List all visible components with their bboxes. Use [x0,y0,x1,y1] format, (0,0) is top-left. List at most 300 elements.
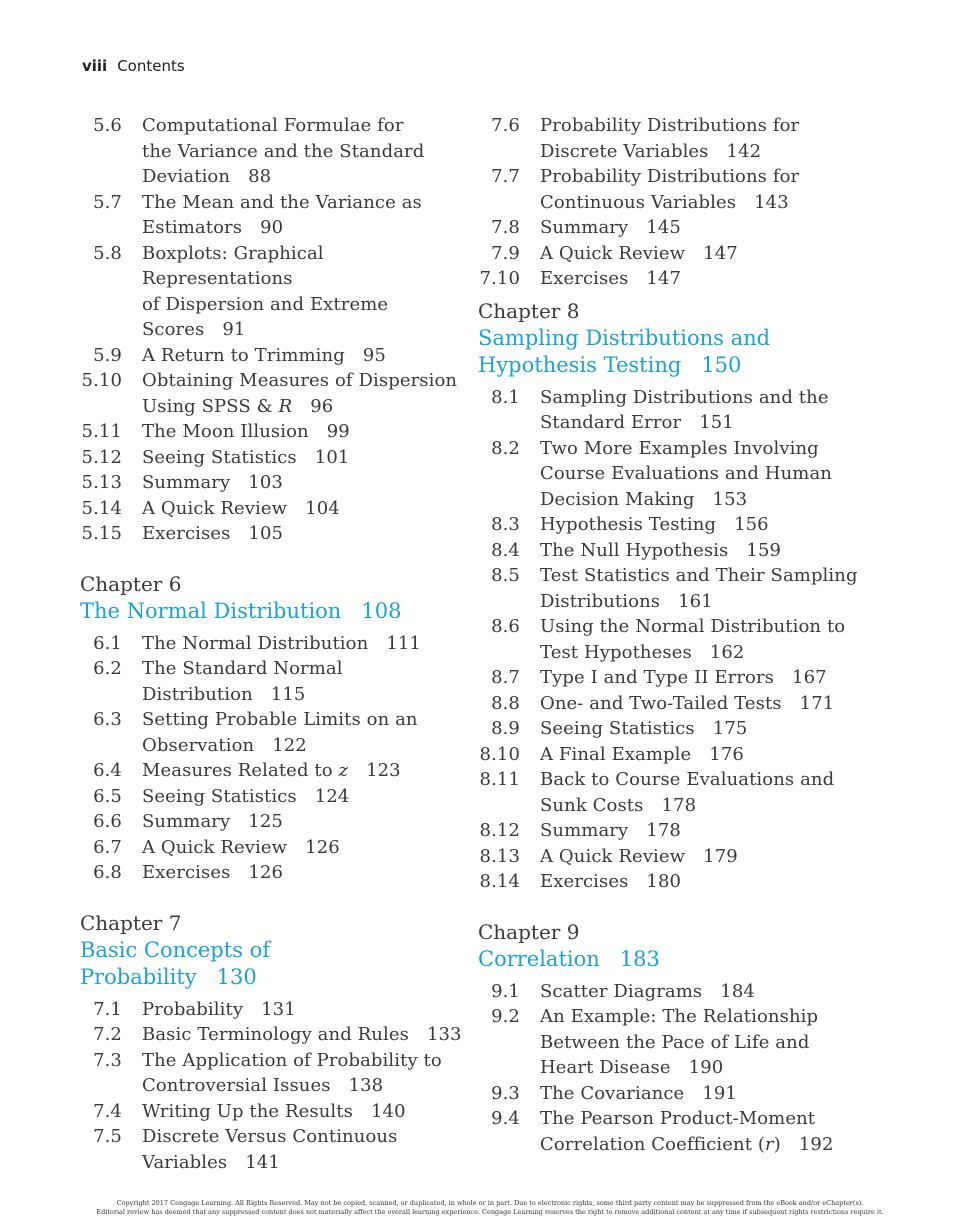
section-title-text: Boxplots: Graphical Representations [142,242,324,289]
section-title-line [142,1124,470,1150]
toc-entry [478,241,878,267]
section-number: 7.10 [479,268,520,289]
section-title-line [142,419,470,445]
section-number: 6.8 [93,862,122,883]
section-title [142,241,470,343]
section-page-number: 103 [248,472,283,493]
toc-entry [478,385,878,436]
chapter-page-number: 108 [361,598,402,623]
section-title-text: Decision Making [540,488,695,510]
section-title-text: The Pearson Product-Moment [540,1108,816,1129]
section-title [540,385,878,436]
section-title-line [142,733,470,759]
section-number: 5.8 [93,242,122,264]
toc-entry [80,1022,470,1048]
section-title-line [142,496,470,522]
section-title-line [540,139,878,165]
section-title-line [142,1150,470,1176]
toc-entry [80,860,470,886]
section-page-number: 161 [678,590,713,612]
section-page-number: 167 [792,667,827,688]
section-number: 6.7 [93,836,122,858]
section-title-line [142,394,470,420]
toc-entry [80,113,470,190]
section-number: 5.6 [93,115,122,136]
section-page-number: 124 [314,785,350,807]
toc-entry [478,1106,878,1157]
chapter-heading [80,910,470,991]
section-number: 6.5 [93,785,122,807]
toc-entry [80,1099,470,1125]
section-title-line [540,164,878,190]
section-number: 8.3 [491,514,520,535]
section-title-text: The Mean and the Variance as [142,191,422,213]
section-title-text: Seeing Statistics [142,446,297,468]
section-title-text: Distributions [540,590,661,612]
section-title [540,436,878,513]
section-number: 7.2 [93,1024,122,1045]
section-title [142,445,470,471]
section-title [142,656,470,707]
section-title [142,1048,470,1099]
section-title [540,869,878,895]
section-title [540,266,878,292]
toc-right-column [478,113,878,1157]
section-title-text: the Variance and the Standard [142,140,425,162]
section-page-number: 101 [314,446,350,468]
toc-entry [80,521,470,547]
section-title-text: A Quick Review [540,242,686,264]
section-page-number: 147 [703,242,738,264]
section-title [142,190,470,241]
section-title-line [142,164,470,190]
toc-entry [478,1004,878,1081]
section-title-text: Test Hypotheses [540,641,692,663]
section-title-line [142,139,470,165]
chapter-title [80,964,470,991]
section-page-number: 175 [712,718,748,739]
section-title [142,521,470,547]
chapter-page-number: 130 [216,964,257,989]
toc-entry [80,758,470,784]
section-title [142,343,470,369]
section-title-line [540,691,878,717]
section-page-number: 111 [386,632,421,654]
section-page-number: 171 [799,692,835,714]
section-title-text: The Covariance [540,1082,685,1104]
section-title [540,742,878,768]
section-title-text: Controversial Issues [142,1075,331,1096]
section-number: 5.14 [81,497,122,519]
section-page-number: 151 [699,412,734,433]
section-title-line [540,767,878,793]
toc-entry [80,1048,470,1099]
chapter-title-text: Probability [80,964,197,989]
section-title-text: Deviation [142,166,231,187]
section-title [540,979,878,1005]
toc-entry [80,445,470,471]
section-number: 6.3 [93,709,122,730]
section-title [540,538,878,564]
section-title-line [540,1030,878,1056]
chapter-title-text: Basic Concepts of [80,937,271,962]
section-number: 5.11 [81,421,122,442]
section-title-text: Discrete Variables [540,140,709,162]
toc-entry [80,631,470,657]
section-title-text: A Quick Review [540,845,686,867]
section-number: 8.7 [491,667,520,688]
section-page-number: 140 [370,1100,406,1122]
chapter-title-text: Sampling Distributions and [478,325,771,350]
section-title [142,860,470,886]
section-title-line [142,292,470,318]
toc-left-column [80,113,470,1175]
section-title-text: Writing Up the Results [142,1100,353,1122]
section-title-line [540,410,878,436]
section-title-line [540,436,878,462]
section-title [142,707,470,758]
section-number: 8.2 [491,437,520,459]
section-title-line [142,215,470,241]
section-number: 5.9 [93,344,122,366]
section-title [540,844,878,870]
chapter-title [80,937,470,964]
section-page-number: 190 [688,1057,724,1078]
section-title-text: Continuous Variables [540,191,737,213]
toc-entry [80,1124,470,1175]
section-title-text: Course Evaluations and Human [540,463,832,484]
toc-entry [80,809,470,835]
section-title-line [540,241,878,267]
section-number: 7.1 [93,998,122,1020]
chapter-title-text: Correlation [478,946,600,971]
section-number: 8.10 [479,743,520,765]
section-title [540,1004,878,1081]
toc-entry [478,742,878,768]
section-number: 7.6 [491,115,520,136]
section-title [540,716,878,742]
section-title-text: The Moon Illusion [142,421,309,442]
section-title-text: Discrete Versus Continuous [142,1126,398,1147]
section-title-text: Using SPSS & R [142,395,293,417]
section-page-number: 90 [260,217,284,238]
section-page-number: 126 [248,862,284,883]
section-title-text: Between the Pace of Life and [540,1031,810,1053]
chapter-page-number: 183 [619,946,660,971]
section-title-text: Probability Distributions for [540,166,800,187]
section-title-line [142,1073,470,1099]
section-title [540,215,878,241]
chapter-title [478,325,878,352]
section-page-number: 142 [726,140,762,162]
section-title [142,1124,470,1175]
chapter-label: Chapter 8 [478,298,580,323]
section-title-text: Sunk Costs [540,794,644,816]
section-title-text: Variables [142,1151,228,1173]
toc-entry [478,164,878,215]
section-page-number: 176 [709,743,744,765]
section-title-text: Measures Related to z [142,760,349,781]
section-page-number: 153 [712,488,748,510]
section-title-text: Back to Course Evaluations and [540,769,835,790]
section-title [540,614,878,665]
section-title-line [142,758,470,784]
toc-entry [478,691,878,717]
section-page-number: 126 [305,836,340,858]
section-title-line [540,844,878,870]
section-title-line [540,512,878,538]
section-title-line [142,368,470,394]
section-title-line [142,997,470,1023]
toc-entry [478,538,878,564]
section-title-text: Correlation Coefficient (r) [540,1133,781,1155]
section-title [540,691,878,717]
toc-entry [80,997,470,1023]
section-title [540,512,878,538]
section-title-line [540,266,878,292]
section-title-text: Exercises [142,523,231,544]
toc-entry [80,835,470,861]
section-title-text: The Null Hypothesis [540,539,729,561]
section-number: 6.2 [93,658,122,679]
section-title-text: Hypothesis Testing [540,514,717,535]
section-number: 8.13 [479,845,520,867]
section-number: 6.6 [93,811,122,832]
section-title-text: Standard Error [540,412,682,433]
section-title-text: Distribution [142,683,253,705]
section-page-number: 192 [798,1133,834,1155]
section-title-line [540,742,878,768]
section-title-line [142,521,470,547]
toc-entry [80,470,470,496]
section-title-text: Basic Terminology and Rules [142,1024,409,1045]
section-title-line [540,793,878,819]
section-number: 9.3 [491,1082,520,1104]
section-title-line [142,784,470,810]
section-title-text: A Return to Trimming [142,344,345,366]
toc-entry [478,979,878,1005]
section-title-line [142,631,470,657]
section-title-line [142,1022,470,1048]
section-title-text: The Standard Normal [142,658,343,679]
section-title-line [142,317,470,343]
footer-line-1: Copyright 2017 Cengage Learning. All Rights Reserved. May not be copied, scanned, or duplicated, in whole or in part. Due to electronic rights, some third party content may be suppressed from the eBook and/or eChapter(s). [116,1199,864,1207]
section-title-line [540,1004,878,1030]
section-number: 5.15 [81,523,122,544]
section-page-number: 131 [261,998,296,1020]
section-title [142,496,470,522]
section-title-line [540,1132,878,1158]
section-title-text: Summary [142,472,231,493]
section-number: 7.7 [491,166,520,187]
section-title-line [540,1081,878,1107]
section-number: 7.4 [93,1100,122,1122]
section-title-line [142,860,470,886]
section-title-line [142,835,470,861]
toc-entry [478,113,878,164]
section-title-text: Test Statistics and Their Sampling [540,565,858,586]
section-title-line [540,1055,878,1081]
section-title-text: Using the Normal Distribution to [540,616,846,637]
section-page-number: 143 [754,191,789,213]
section-page-number: 95 [362,344,386,366]
section-title [540,164,878,215]
section-page-number: 96 [310,395,334,417]
section-title-text: One- and Two-Tailed Tests [540,692,782,714]
section-title-line [540,979,878,1005]
chapter-title [478,352,878,379]
section-number: 9.4 [491,1108,520,1129]
section-title-text: The Application of Probability to [142,1049,442,1071]
toc-entry [478,436,878,513]
section-title-line [540,215,878,241]
copyright-footer [0,1199,980,1217]
section-page-number: 180 [646,871,682,892]
section-title-line [142,707,470,733]
section-title-text: Summary [540,820,629,841]
toc-entry [478,614,878,665]
section-title [142,368,470,419]
section-title [540,665,878,691]
section-number: 8.4 [491,539,520,561]
toc-entry [478,563,878,614]
toc-entry [80,656,470,707]
toc-entry [80,784,470,810]
section-title-text: Observation [142,734,255,756]
chapter-heading [478,298,878,379]
toc-entry [80,419,470,445]
toc-entry [80,190,470,241]
section-number: 7.5 [93,1126,122,1147]
toc-entry [80,343,470,369]
header-page-number: viii [82,57,108,75]
section-title-text: A Quick Review [142,836,288,858]
toc-entry [478,869,878,895]
section-title-line [540,563,878,589]
section-title-line [540,716,878,742]
section-number: 6.1 [93,632,122,654]
section-page-number: 145 [646,217,681,238]
section-title-text: A Quick Review [142,497,288,519]
section-page-number: 88 [248,166,272,187]
section-title [540,1081,878,1107]
section-title-text: Type I and Type II Errors [540,667,775,688]
section-title-text: Obtaining Measures of Dispersion [142,370,458,391]
section-title-line [540,589,878,615]
section-title-line [540,818,878,844]
section-title-text: Seeing Statistics [540,718,695,739]
section-title-line [142,682,470,708]
chapter-title-text: The Normal Distribution [80,598,342,623]
section-page-number: 156 [734,514,769,535]
chapter-heading [478,919,878,973]
section-title-text: Setting Probable Limits on an [142,709,418,730]
section-title-line [540,487,878,513]
section-title-line [142,445,470,471]
section-page-number: 125 [248,811,283,832]
toc-entry [80,496,470,522]
section-title [142,1022,470,1048]
section-title-line [142,343,470,369]
section-page-number: 104 [305,497,340,519]
section-number: 8.11 [479,769,520,790]
section-page-number: 141 [245,1151,280,1173]
chapter-label: Chapter 9 [478,919,580,944]
section-title-text: Estimators [142,217,243,238]
section-title [142,835,470,861]
section-title-text: Exercises [540,871,629,892]
section-title-text: Exercises [142,862,231,883]
section-title [142,631,470,657]
section-title [142,997,470,1023]
section-title-line [540,113,878,139]
section-title-line [142,1048,470,1074]
section-page-number: 99 [326,421,350,442]
section-title-line [142,656,470,682]
section-number: 5.7 [93,191,122,213]
section-title-line [540,614,878,640]
section-title-line [142,113,470,139]
section-number: 8.14 [479,871,520,892]
section-title [142,113,470,190]
toc-entry [478,716,878,742]
chapter-title [80,598,470,625]
toc-entry [478,215,878,241]
section-page-number: 147 [646,268,682,289]
chapter-label: Chapter 6 [80,571,182,596]
section-page-number: 115 [270,683,306,705]
section-title-text: Sampling Distributions and the [540,386,829,408]
section-number: 7.3 [93,1049,122,1071]
toc-entry [80,241,470,343]
header-title: Contents [117,57,185,75]
footer-line-2: Editorial review has deemed that any suppressed content does not materially affect the overall learning experience. Cengage Learning reserves the right to remove additional content at any time if subsequent rights restrictions require it. [96,1208,884,1216]
section-title-text: Scores [142,319,205,340]
section-title-line [540,538,878,564]
chapter-title-text: Hypothesis Testing [478,352,682,377]
section-page-number: 138 [348,1075,384,1096]
section-title-line [142,470,470,496]
section-page-number: 184 [720,980,755,1002]
toc-entry [478,512,878,538]
section-number: 5.13 [81,472,122,493]
section-title-text: Seeing Statistics [142,785,297,807]
toc-entry [478,665,878,691]
section-number: 8.12 [479,820,520,841]
running-header [82,57,185,75]
chapter-heading [80,571,470,625]
section-number: 7.9 [491,242,520,264]
section-title-text: Summary [540,217,629,238]
chapter-label: Chapter 7 [80,910,182,935]
section-number: 9.1 [491,980,520,1002]
section-title-line [540,385,878,411]
section-title-line [142,809,470,835]
section-page-number: 162 [709,641,745,663]
section-title-text: Scatter Diagrams [540,980,703,1002]
section-title [142,809,470,835]
section-page-number: 133 [426,1024,462,1045]
section-number: 9.2 [491,1006,520,1027]
section-title-line [142,190,470,216]
section-title [142,419,470,445]
section-title-line [540,640,878,666]
section-page-number: 178 [661,794,697,816]
toc-entry [478,1081,878,1107]
chapter-page-number: 150 [701,352,742,377]
section-title [142,470,470,496]
section-title-line [540,665,878,691]
